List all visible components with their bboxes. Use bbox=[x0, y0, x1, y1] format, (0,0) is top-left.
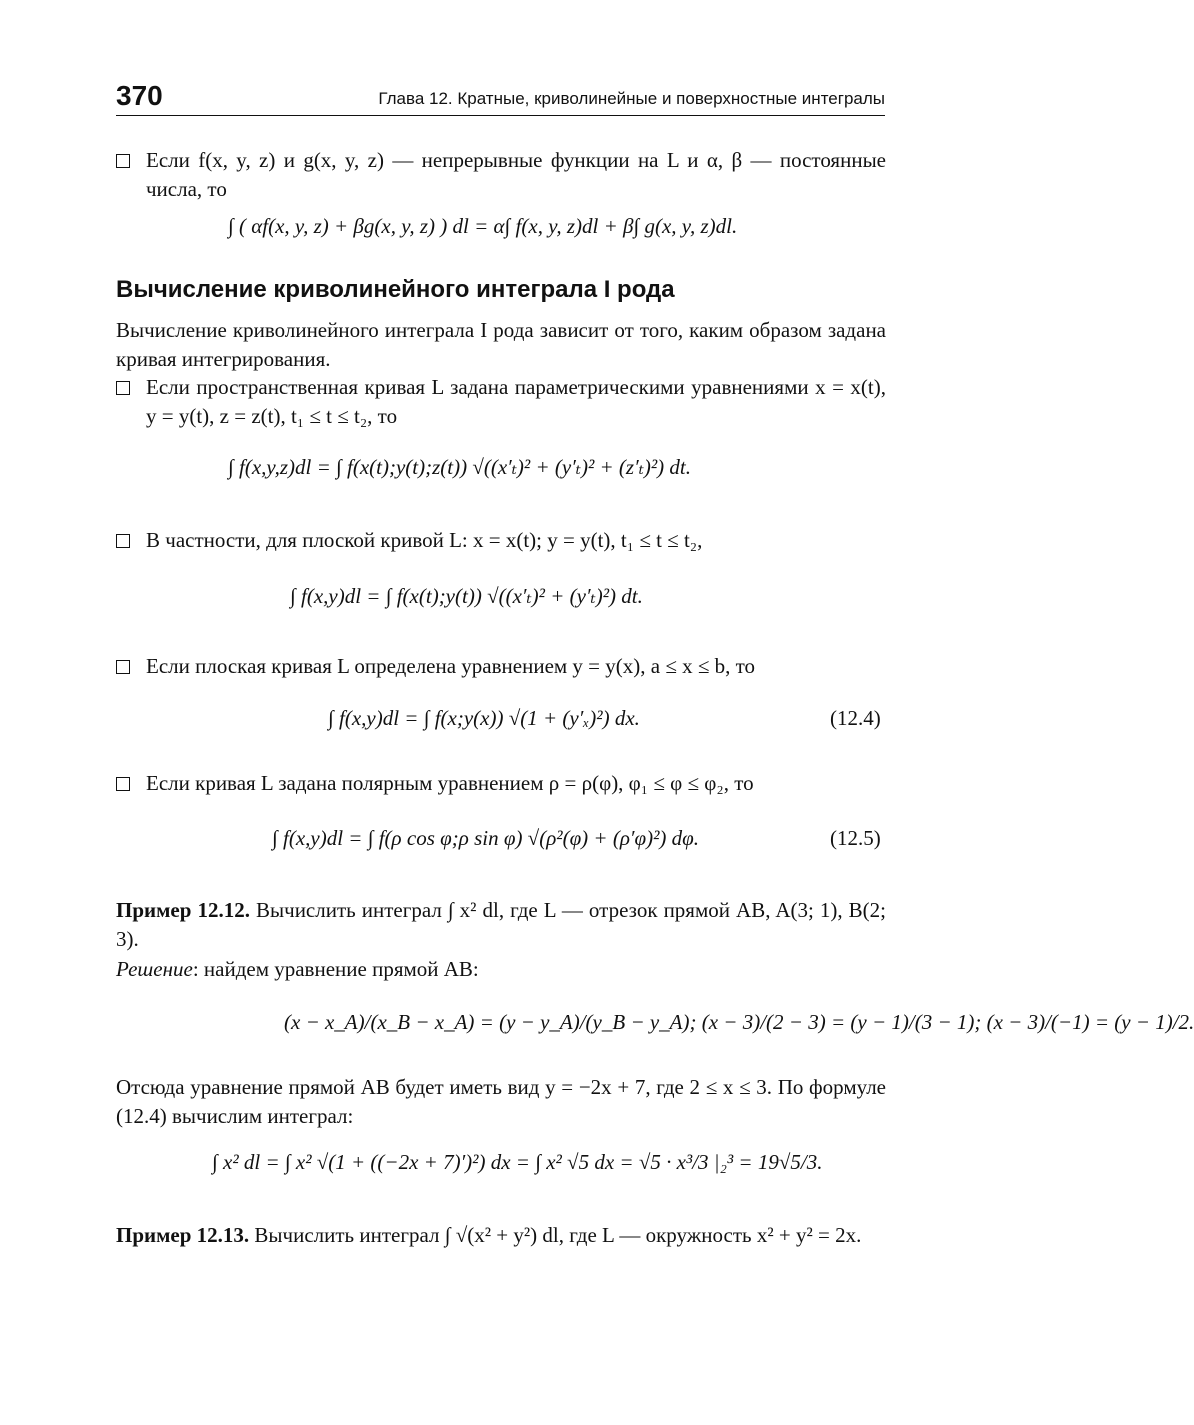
section-title: Вычисление криволинейного интеграла I рода bbox=[116, 276, 675, 303]
chapter-title: Глава 12. Кратные, криволинейные и поверхностные интегралы bbox=[378, 89, 885, 108]
bullet-linearity bbox=[116, 146, 886, 204]
bullet-text: В частности, для плоской кривой L: x = x(t); y = y(t), t₁ ≤ t ≤ t₂, bbox=[146, 528, 703, 552]
example-12-13 bbox=[116, 1221, 886, 1250]
bullet-text: Если кривая L задана полярным уравнением ρ = ρ(φ), φ₁ ≤ φ ≤ φ₂, то bbox=[146, 771, 754, 795]
solution-text: : найдем уравнение прямой AB: bbox=[192, 957, 479, 981]
checkbox-bullet-icon bbox=[116, 534, 130, 548]
example-12-12 bbox=[116, 896, 886, 954]
solution-label: Решение bbox=[116, 957, 193, 981]
header-rule bbox=[116, 115, 885, 116]
bullet-plane-curve bbox=[116, 526, 886, 555]
formula-space-curve: ∫ f(x,y,z)dl = ∫ f(x(t);y(t);z(t)) √((x′ₜ)² + (y′ₜ)² + (z′ₜ)²) dt. bbox=[228, 455, 691, 479]
formula-linearity: ∫ ( αf(x, y, z) + βg(x, y, z) ) dl = α∫ f(x, y, z)dl + β∫ g(x, y, z)dl. bbox=[228, 214, 738, 238]
intro-paragraph: Вычисление криволинейного интеграла I рода зависит от того, каким образом задана кривая интегрирования. bbox=[116, 318, 886, 371]
example-label: Пример 12.12. bbox=[116, 898, 250, 922]
example-text: Вычислить интеграл ∫ x² dl, где L — отрезок прямой AB, A(3; 1), B(2; 3). bbox=[116, 898, 887, 951]
bullet-text: Если плоская кривая L определена уравнением y = y(x), a ≤ x ≤ b, то bbox=[146, 654, 756, 678]
page-number: 370 bbox=[116, 80, 163, 111]
formula-line-equation: (x − x_A)/(x_B − x_A) = (y − y_A)/(y_B − y_A); (x − 3)/(2 − 3) = (y − 1)/(3 − 1); (x − 3)/(−1) = (y − 1)/2. bbox=[284, 1010, 1194, 1034]
bullet-explicit-curve bbox=[116, 652, 886, 681]
example-text: Вычислить интеграл ∫ √(x² + y²) dl, где L — окружность x² + y² = 2x. bbox=[254, 1223, 862, 1247]
checkbox-bullet-icon bbox=[116, 154, 130, 168]
checkbox-bullet-icon bbox=[116, 777, 130, 791]
formula-explicit-curve: ∫ f(x,y)dl = ∫ f(x;y(x)) √(1 + (y′ₓ)²) dx. bbox=[328, 706, 640, 730]
formula-polar-curve: ∫ f(x,y)dl = ∫ f(ρ cos φ;ρ sin φ) √(ρ²(φ) + (ρ′φ)²) dφ. bbox=[272, 826, 700, 850]
bullet-polar-curve bbox=[116, 769, 886, 798]
bullet-text: Если f(x, y, z) и g(x, y, z) — непрерывные функции на L и α, β — постоянные числа, то bbox=[146, 148, 886, 201]
equation-number-12-4: (12.4) bbox=[830, 706, 881, 730]
bullet-text: Если пространственная кривая L задана параметрическими уравнениями x = x(t), y = y(t), z = z(t), t₁ ≤ t ≤ t₂, то bbox=[146, 375, 886, 428]
formula-example-integral: ∫ x² dl = ∫ x² √(1 + ((−2x + 7)′)²) dx = ∫ x² √5 dx = √5 · x³/3 |₂³ = 19√5/3. bbox=[212, 1150, 823, 1174]
checkbox-bullet-icon bbox=[116, 660, 130, 674]
bullet-space-curve bbox=[116, 373, 886, 431]
formula-plane-curve: ∫ f(x,y)dl = ∫ f(x(t);y(t)) √((x′ₜ)² + (y′ₜ)²) dt. bbox=[290, 584, 643, 608]
solution-line bbox=[116, 955, 886, 984]
equation-number-12-5: (12.5) bbox=[830, 826, 881, 850]
example-label: Пример 12.13. bbox=[116, 1223, 250, 1247]
example-12-12-continuation: Отсюда уравнение прямой AB будет иметь вид y = −2x + 7, где 2 ≤ x ≤ 3. По формуле (12.4) вычислим интеграл: bbox=[116, 1075, 886, 1128]
checkbox-bullet-icon bbox=[116, 381, 130, 395]
